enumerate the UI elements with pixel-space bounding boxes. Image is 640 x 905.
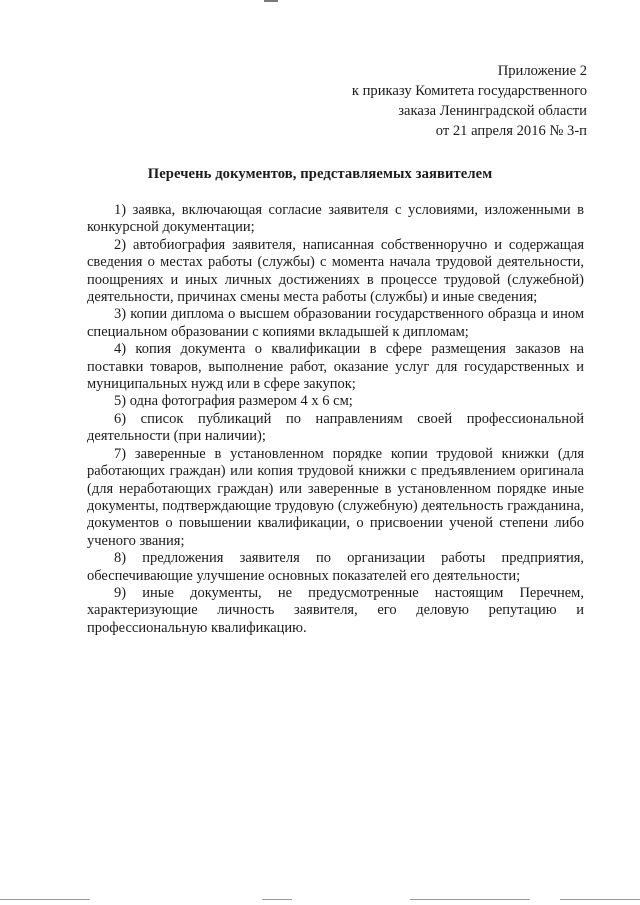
appendix-line: к приказу Комитета государственного — [351, 83, 587, 99]
list-item: 5) одна фотография размером 4 х 6 см; — [114, 393, 353, 410]
list-item: 1) заявка, включающая согласие заявителя с условиями, изложенными в конкурсной документации; — [87, 202, 584, 236]
appendix-line: заказа Ленинградской области — [398, 103, 587, 119]
list-item: 2) автобиография заявителя, написанная собственноручно и содержащая сведения о местах работы (службы) с момента начала трудовой деятельности, поощрениях и иных личных достижениях в процессе трудовой (служебной) деятельности, причинах смены места работы (службы) и иные сведения; — [87, 236, 584, 306]
scan-line-segment — [262, 899, 292, 900]
document-title: Перечень документов, представляемых заявителем — [147, 166, 493, 182]
scan-artifact-bottom — [0, 895, 640, 905]
list-item: 4) копия документа о квалификации в сфере размещения заказов на поставки товаров, выполнение работ, оказание услуг для государственных и муниципальных нужд или в сфере закупок; — [87, 341, 584, 393]
scan-artifact-top — [264, 0, 278, 2]
appendix-line: от 21 апреля 2016 № 3-п — [435, 123, 587, 139]
scan-line-segment — [410, 899, 530, 900]
scan-line-segment — [560, 899, 640, 900]
appendix-line: Приложение 2 — [497, 63, 587, 79]
list-item: 7) заверенные в установленном порядке копии трудовой книжки (для работающих граждан) или копия трудовой книжки с предъявлением оригинала (для неработающих граждан) или заверенные в установленном порядке иные документы, подтверждающие трудовую (служебную) деятельность гражданина, документов о повышении квалификации, о присвоении ученой степени либо ученого звания; — [87, 445, 584, 549]
list-item: 3) копии диплома о высшем образовании государственного образца и ином специальном образовании с копиями вкладышей к дипломам; — [87, 306, 584, 340]
appendix-header — [352, 61, 587, 141]
document-list — [87, 202, 584, 637]
scan-line-segment — [0, 899, 90, 900]
list-item: 8) предложения заявителя по организации работы предприятия, обеспечивающие улучшение основных показателей его деятельности; — [87, 550, 584, 584]
list-item: 9) иные документы, не предусмотренные настоящим Перечнем, характеризующие личность заявителя, его деловую репутацию и профессиональную квалификацию. — [87, 584, 584, 636]
list-item: 6) список публикаций по направлениям своей профессиональной деятельности (при наличии); — [87, 410, 584, 445]
